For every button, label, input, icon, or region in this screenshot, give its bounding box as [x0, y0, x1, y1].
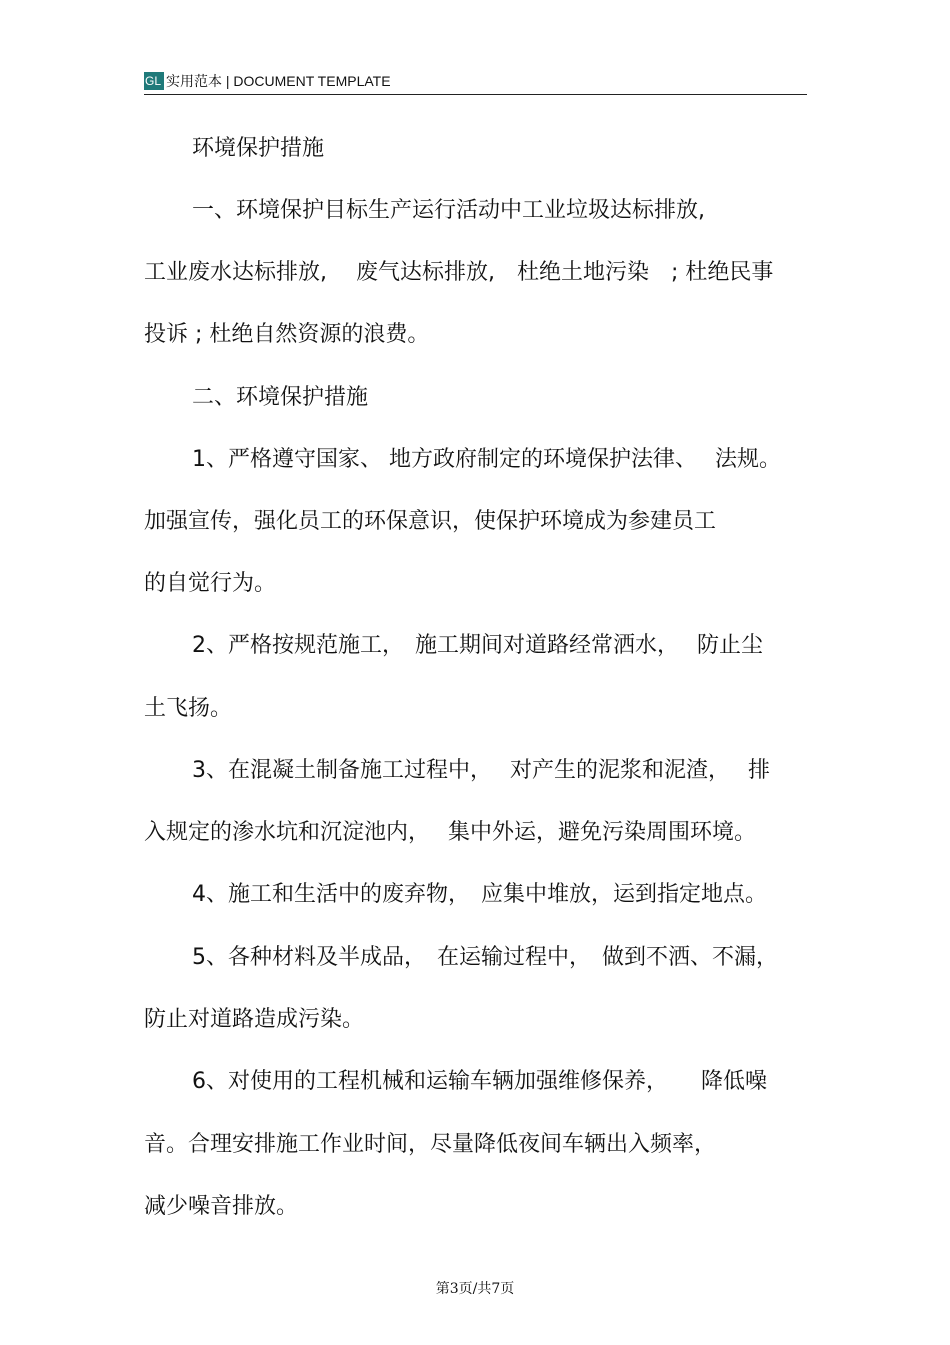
paragraph-line: 3、在混凝土制备施工过程中， 对产生的泥浆和泥渣， 排	[192, 758, 770, 783]
paragraph-line: 入规定的渗水坑和沉淀池内， 集中外运，避免污染周围环境。	[144, 820, 756, 845]
paragraph-line: 防止对道路造成污染。	[144, 1007, 365, 1032]
paragraph-line: 1、严格遵守国家、 地方政府制定的环境保护法律、 法规。	[192, 447, 781, 472]
page-header	[144, 70, 807, 95]
page-number: 第3页/共7页	[435, 1281, 515, 1297]
section-heading: 二、环境保护措施	[192, 385, 369, 410]
section-title: 环境保护措施	[192, 136, 325, 161]
paragraph-line: 4、施工和生活中的废弃物， 应集中堆放，运到指定地点。	[192, 882, 767, 907]
paragraph-line: 2、严格按规范施工， 施工期间对道路经常洒水， 防止尘	[192, 633, 763, 658]
paragraph-line: 加强宣传，强化员工的环保意识，使保护环境成为参建员工	[144, 509, 717, 534]
paragraph-line: 的自觉行为。	[144, 571, 277, 596]
paragraph-line: 一、环境保护目标生产运行活动中工业垃圾达标排放,	[192, 198, 705, 223]
header-title: 实用范本 | DOCUMENT TEMPLATE	[166, 73, 391, 89]
paragraph-line: 投诉 ; 杜绝自然资源的浪费。	[144, 322, 430, 347]
paragraph-line: 土飞扬。	[144, 696, 233, 721]
paragraph-line: 音。合理安排施工作业时间，尽量降低夜间车辆出入频率，	[144, 1132, 717, 1157]
paragraph-line: 6、对使用的工程机械和运输车辆加强维修保养， 降低噪	[192, 1069, 767, 1094]
paragraph-line: 工业废水达标排放, 废气达标排放, 杜绝土地污染 ; 杜绝民事	[144, 260, 774, 285]
paragraph-line: 5、各种材料及半成品， 在运输过程中， 做到不洒、不漏，	[192, 945, 778, 970]
paragraph-line: 减少噪音排放。	[144, 1194, 299, 1219]
logo: GL	[144, 72, 164, 90]
